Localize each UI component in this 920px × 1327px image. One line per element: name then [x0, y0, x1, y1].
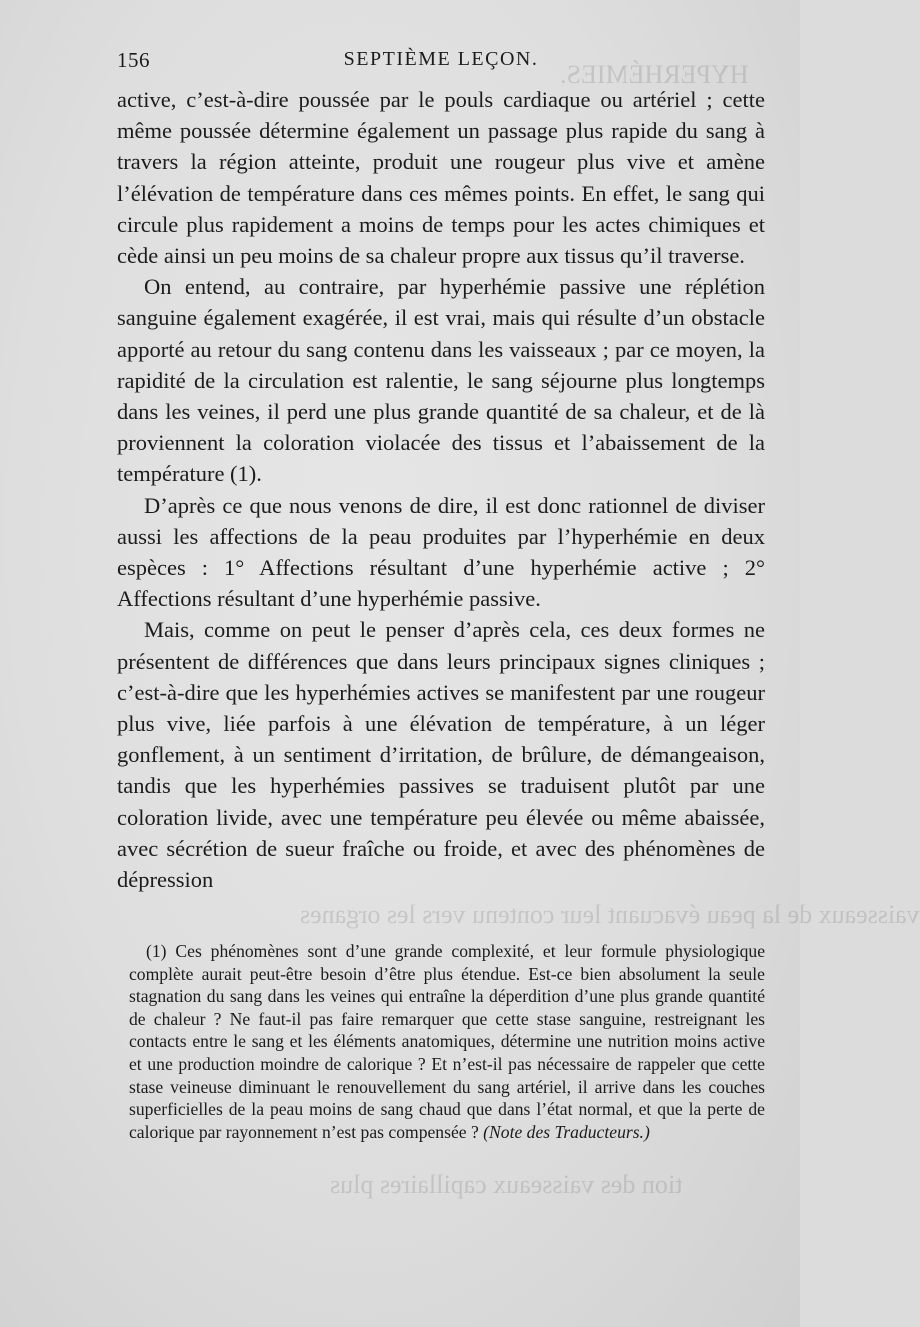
paragraph: D’après ce que nous venons de dire, il est donc rationnel de diviser aussi les affections de la peau produites par l’hyperhémie en deux espèces : 1° Affections résultant d’une hyperhémie active ; 2° Affections résultant d’une hyperhémie passive. — [117, 492, 765, 612]
bleed-through-decoration: tion des vaisseaux capillaires plus — [330, 1170, 683, 1199]
main-text — [117, 84, 765, 895]
running-title: SEPTIÈME LEÇON. — [343, 48, 539, 70]
page-header — [117, 48, 765, 78]
page-number: 156 — [117, 48, 150, 72]
paragraph: On entend, au contraire, par hyperhémie passive une réplétion sanguine également exagérée, il est vrai, mais qui résulte d’un obstacle apporté au retour du sang contenu dans les vaisseaux ; par ce moyen, la rapidité de la circulation est ralentie, le sang séjourne plus longtemps dans les veines, il perd une plus grande quantité de sa chaleur, et de là proviennent la coloration violacée des tissus et l’abaissement de la température (1). — [117, 274, 765, 487]
footnote-body: (1) Ces phénomènes sont d’une grande complexité, et leur formule physiologique complète aurait peut-être besoin d’être plus étendue. Est-ce bien absolument la seule stagnation du sang dans les veines qui entraîne la déperdition d’une plus grande quantité de chaleur ? Ne faut-il pas faire remarquer que cette stase sanguine, restreignant les contacts entre le sang et les éléments anatomiques, détermine une nutrition moins active et une production moindre de calorique ? Et n’est-il pas nécessaire de rappeler que cette stase veineuse diminuant le renouvellement du sang artériel, il arrive dans les couches superficielles de la peau moins de sang chaud que dans l’état normal, et que la perte de calorique par rayonnement n’est pas compensée ? — [129, 941, 765, 1142]
paragraph: active, c’est-à-dire poussée par le pouls cardiaque ou artériel ; cette même poussée détermine également un passage plus rapide du sang à travers la région atteinte, produit une rougeur plus vive et amène l’élévation de température dans ces mêmes points. En effet, le sang qui circule plus rapidement a moins de temps pour les actes chimiques et cède ainsi un peu moins de sa chaleur propre aux tissus qu’il traverse. — [117, 87, 765, 269]
bleed-through-decoration: HYPERHÉMIES. — [560, 60, 749, 89]
bleed-through-decoration: vaisseaux de la peau évacuant leur contenu vers les organes — [300, 900, 920, 929]
footnote-attribution: (Note des Traducteurs.) — [483, 1121, 650, 1142]
footnote-text — [129, 940, 765, 1143]
paragraph: Mais, comme on peut le penser d’après cela, ces deux formes ne présentent de différences que dans leurs principaux signes cliniques ; c’est-à-dire que les hyperhémies actives se manifestent par une rougeur plus vive, liée parfois à une élévation de température, à un léger gonflement, à un sentiment d’irritation, de brûlure, de démangeaison, tandis que les hyperhémies passives se traduisent plutôt par une coloration livide, avec une température peu élevée ou même abaissée, avec sécrétion de sueur fraîche ou froide, et avec des phénomènes de dépression — [117, 617, 765, 893]
footnote — [129, 940, 765, 1143]
